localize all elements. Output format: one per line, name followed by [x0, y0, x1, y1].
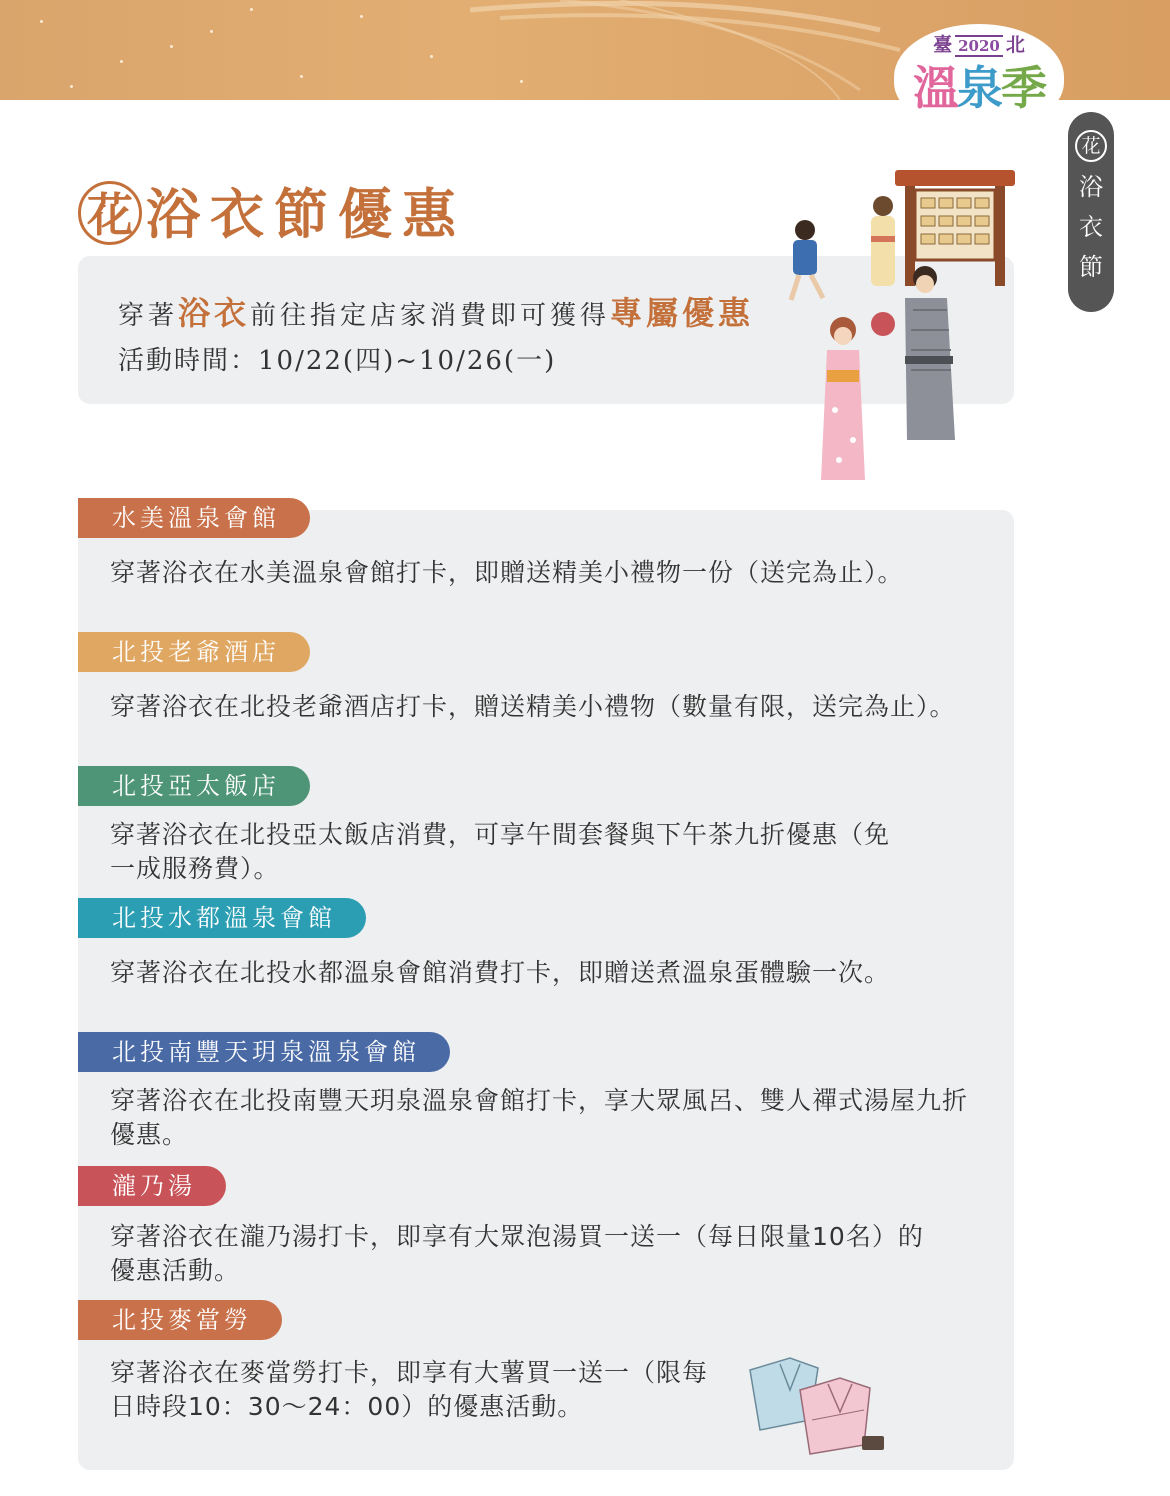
section-side-tab: 花 浴 衣 節	[1068, 112, 1114, 312]
store-tag-shuidu: 北投水都溫泉會館	[78, 898, 366, 938]
store-tag-mcdonalds: 北投麥當勞	[78, 1300, 282, 1340]
page-title: 花 浴衣節優惠	[78, 172, 466, 249]
logo-title: 溫泉季	[913, 61, 1045, 115]
yukata-people-illustration	[765, 160, 1065, 490]
store-offer-shuidu: 穿著浴衣在北投水都溫泉會館消費打卡，即贈送煮溫泉蛋體驗一次。	[110, 958, 891, 987]
intro-description: 穿著浴衣前往指定店家消費即可獲得專屬優惠	[118, 294, 755, 332]
store-offer-nanfeng: 穿著浴衣在北投南豐天玥泉溫泉會館打卡，享大眾風呂、雙人禪式湯屋九折優惠。	[110, 1086, 969, 1149]
folded-yukata-illustration	[740, 1350, 900, 1460]
store-tag-landis: 北投老爺酒店	[78, 632, 310, 672]
store-tag-nanfeng: 北投南豐天玥泉溫泉會館	[78, 1032, 450, 1072]
store-offer-asia-pacific: 穿著浴衣在北投亞太飯店消費，可享午間套餐與下午茶九折優惠（免一成服務費）。	[110, 820, 891, 883]
event-period: 活動時間：10/22(四)~10/26(一)	[118, 346, 557, 376]
flower-circle-icon: 花	[1075, 130, 1107, 162]
store-tag-asia-pacific: 北投亞太飯店	[78, 766, 310, 806]
store-offer-shuimei: 穿著浴衣在水美溫泉會館打卡，即贈送精美小禮物一份（送完為止）。	[110, 558, 904, 587]
store-tag-takinoyu: 瀧乃湯	[78, 1166, 226, 1206]
store-offer-landis: 穿著浴衣在北投老爺酒店打卡，贈送精美小禮物（數量有限，送完為止）。	[110, 692, 956, 721]
flower-circle-icon: 花	[78, 181, 142, 245]
store-tag-shuimei: 水美溫泉會館	[78, 498, 310, 538]
logo-subtitle: 臺 2020 北	[933, 34, 1025, 56]
store-offer-mcdonalds: 穿著浴衣在麥當勞打卡，即享有大薯買一送一（限每日時段10：30～24：00）的優惠活動。	[110, 1358, 709, 1421]
event-logo	[888, 18, 1070, 130]
store-offer-takinoyu: 穿著浴衣在瀧乃湯打卡，即享有大眾泡湯買一送一（每日限量10名）的優惠活動。	[110, 1222, 924, 1285]
